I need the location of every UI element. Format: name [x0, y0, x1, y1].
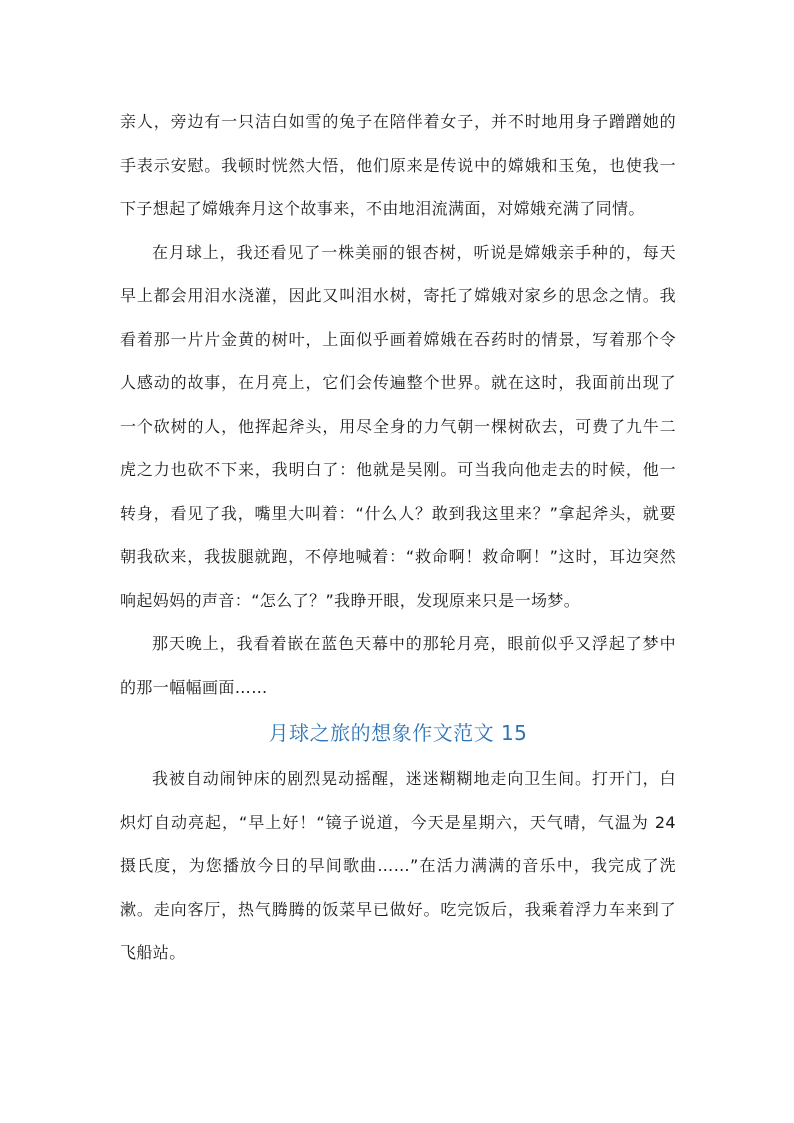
- paragraph-1: 亲人，旁边有一只洁白如雪的兔子在陪伴着女子，并不时地用身子蹭蹭她的手表示安慰。我顿时恍然大悟，他们原来是传说中的嫦娥和玉兔，也使我一下子想起了嫦娥奔月这个故事来，不由地泪流满面，对嫦娥充满了同情。: [120, 112, 676, 218]
- document-body: [120, 100, 676, 975]
- paragraph-3: 那天晚上，我看着嵌在蓝色天幕中的那轮月亮，眼前似乎又浮起了梦中的那一幅幅画面……: [120, 634, 676, 697]
- paragraph-2: 在月球上，我还看见了一株美丽的银杏树，听说是嫦娥亲手种的，每天早上都会用泪水浇灌，因此又叫泪水树，寄托了嫦娥对家乡的思念之情。我看着那一片片金黄的树叶，上面似乎画着嫦娥在吞药时的情景，写着那个令人感动的故事，在月亮上，它们会传遍整个世界。就在这时，我面前出现了一个砍树的人，他挥起斧头，用尽全身的力气朝一棵树砍去，可费了九牛二虎之力也砍不下来，我明白了：他就是吴刚。可当我向他走去的时候，他一转身，看见了我，嘴里大叫着：“什么人？敢到我这里来？”拿起斧头，就要朝我砍来，我拔腿就跑，不停地喊着：“救命啊！救命啊！”这时，耳边突然响起妈妈的声音：“怎么了？”我睁开眼，发现原来只是一场梦。: [120, 242, 676, 610]
- paragraph-4: 我被自动闹钟床的剧烈晃动摇醒，迷迷糊糊地走向卫生间。打开门，白炽灯自动亮起，“早上好！“镜子说道，今天是星期六，天气晴，气温为 24 摄氏度，为您播放今日的早间歌曲……”在活力满满的音乐中，我完成了洗漱。走向客厅，热气腾腾的饭菜早已做好。吃完饭后，我乘着浮力车来到了飞船站。: [120, 769, 676, 962]
- section-heading: 月球之旅的想象作文范文 15: [268, 721, 528, 745]
